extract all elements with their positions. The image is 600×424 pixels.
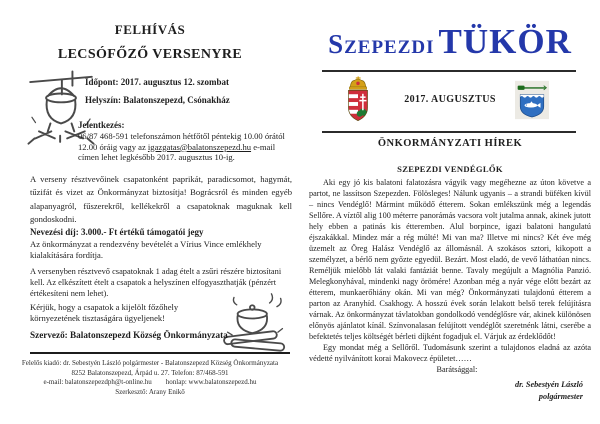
imprint-footer [8,359,292,397]
left-page-title-line2: LECSÓFŐZŐ VERSENYRE [57,47,243,62]
issue-date: 2017. AUGUSZTUS [404,94,496,105]
jury-paragraph: A versenyben résztvevő csapatoknak 1 adag ételt a zsűri részére biztosítani kell. Az elkészített ételt a csapatok a helyszínen elfogyaszthatják (pénzért értékesíteni nem lehet). [30,267,282,298]
cooking-pot-logs-icon [216,292,294,356]
registration-heading: Jelentkezés: [78,120,125,130]
signature-block [309,379,591,402]
section-heading: ÖNKORMÁNYZATI HÍREK [377,138,523,149]
article-paragraph-2: Egy mondat még a Sellőről. Tudomásunk szerint a tulajdonos eladná az azóta védetté nyilvánított korai Makovecz épületet…… [309,343,591,363]
supplies-paragraph: A verseny résztvevőinek csapatonként paprikát, paradicsomot, hagymát, tűzifát és vizet az Önkormányzat biztosítja! Bográcsról és minden egyéb alapanyagról, fűszerekről, kellékekről a csapatoknak maguknak kell gondoskodni. [30,174,292,225]
entry-fee-text: Az önkormányzat a rendezvény bevételét a Vírius Vince emlékhely kialakítására fordítja. [30,239,262,260]
village-coat-of-arms-icon [515,78,549,122]
event-location: Helyszín: Balatonszepezd, Csónakház [85,95,230,105]
masthead-title [300,22,600,62]
registration-text-post: e-mail címen lehet legkésőbb 2017. augusztus 10-ig. [78,141,276,163]
masthead-rule-bottom [322,131,576,133]
entry-fee-heading: Nevezési díj: 3.000.- Ft értékű támogatói jegy [30,227,204,237]
cleanliness-paragraph: Kérjük, hogy a csapatok a kijelölt főzőhely környezetének tisztaságára ügyeljenek! [30,302,179,323]
masthead-word-tukor: TÜKÖR [438,22,572,61]
article-paragraph-1: Aki egy jó kis balatoni falatozásra vágyik vagy megéhezne az úton követve a partot, ne lassítson Szepezden. Fölösleges! Nálunk ugyanis – a strandi büféken kívül – nincs Vendéglő! Mármint működő étterem. Sokan emlékszünk még a legendás Sellőre. A víztől alig 100 méterre panorámás vacsora volt jutalma annak, akinek jutott hely ebben a patinás kis étteremben. Alul borpince, igazi balatoni hangulatú éjszakákkal. Mindez már a rég múlté! Mi van ma? Illetve mi nincs? Két éve még üzemelt az Öreg Halász Vendéglő az állomásnál. A szokásos sztori, kikopott a személyzet, a bérlő nem győzte egyedül. Bezárt. Most eladó, de vevő láthatóan nincs. Reméljük mielőbb lát valaki fantáziát benne. Tavaly megújult a Magnólia Panzió. Melegkonyhával, mindenki nagy örömére! Azonban még a nyár vége előtt bezárt az étterem, munkaerőhiány okán. Mi van még? Önkormányzati tulajdonú étterem a parton az Aranyhíd. Csakhogy. A hosszú évek során lelakott belső terek felújításra várnak. Az önkormányzat távlatokban gondolkodó vendéglősre vár, akinek különösen előnyös ajánlatot kínál. Színvonalasan felújított vendéglőt szeretnénk látni, cserébe a befektetés teljes költségét bérleti díjként fogadjuk el. Várjuk az érdeklődőt! [309,178,591,341]
article-body [309,177,591,402]
imprint-contacts [8,378,292,388]
article-heading: SZEPEZDI VENDÉGLŐK [397,164,503,174]
registration-email-link[interactable]: igazgatas@balatonszepezd.hu [147,141,252,152]
organizer-line: Szervező: Balatonszepezd Község Önkormányzata [30,330,228,340]
imprint-website: honlap: www.balatonszepezd.hu [165,378,257,387]
event-datetime: Időpont: 2017. augusztus 12. szombat [85,77,230,87]
signature-title: polgármester [538,391,583,401]
left-page-title-line1: FELHÍVÁS [114,22,186,37]
signature-name: dr. Sebestyén László [514,380,583,389]
masthead-rule-top [322,70,576,72]
imprint-editor: Szerkesztő: Arany Enikő [115,387,185,396]
registration-text-pre: 06/87 468-591 telefonszámon hétfőtől péntekig 10.00 órától 12.00 óráig vagy az [78,131,285,152]
imprint-address: 8252 Balatonszepezd, Árpád u. 27. Telefon: 87/468-591 [71,368,229,377]
masthead-word-szepezdi: Szepezdi [328,29,435,59]
imprint-publisher: Felelős kiadó: dr. Sebestyén László polgármester - Balatonszepezd Község Önkormányzata [21,359,279,367]
footer-divider-rule [30,352,290,354]
closing-salutation: Barátsággal: [436,365,478,374]
imprint-email: e-mail: balatonszepezdph@t-online.hu [43,378,152,387]
registration-paragraph [78,131,296,163]
